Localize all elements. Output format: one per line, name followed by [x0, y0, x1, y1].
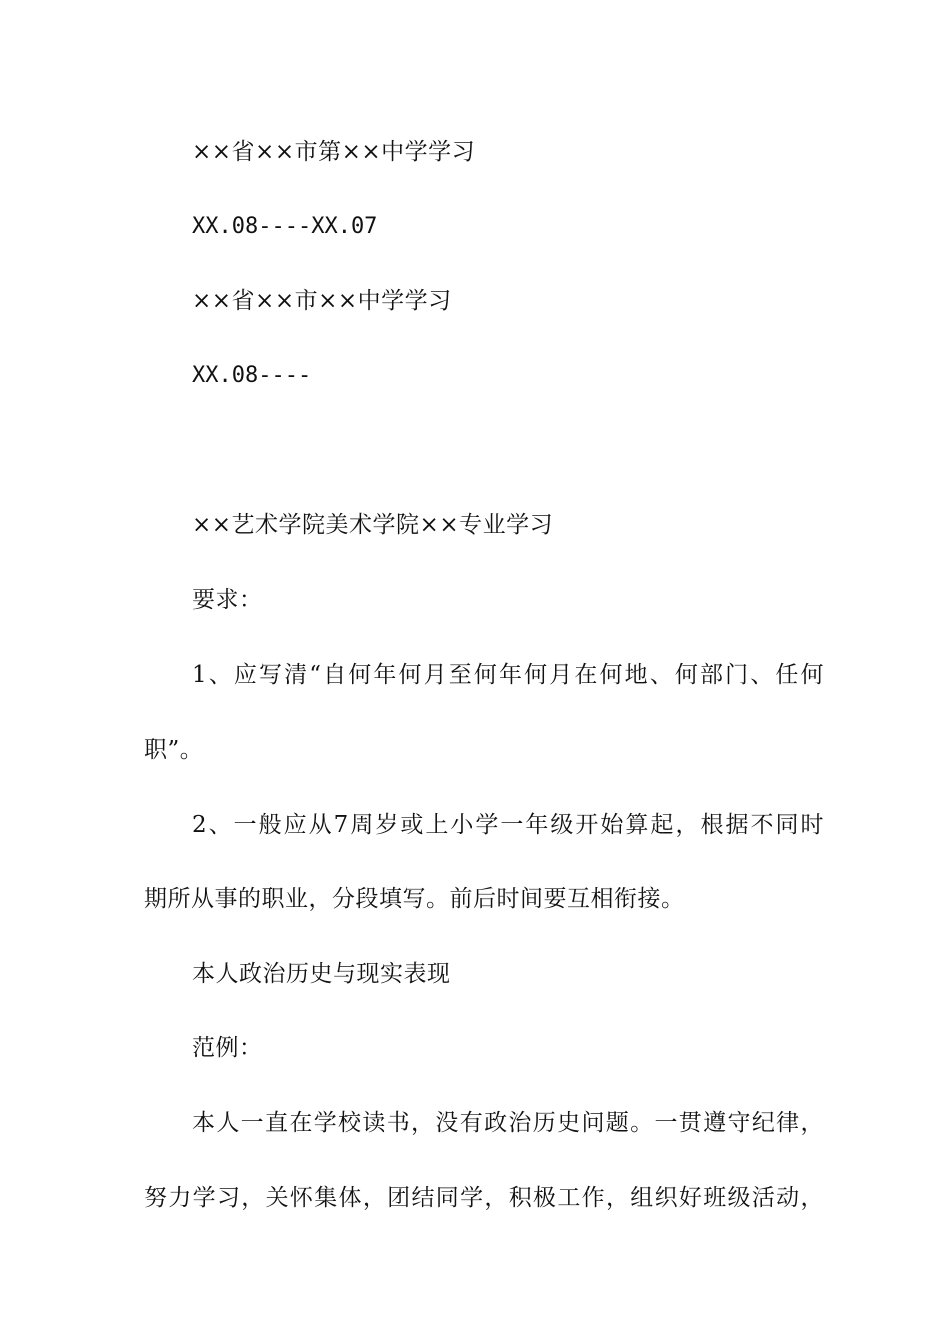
example-heading: 范例： [192, 1035, 263, 1061]
section-title: 本人政治历史与现实表现 [192, 961, 451, 987]
requirement-1-line-1: 1、应写清“自何年何月至何年何月在何地、何部门、任何 [192, 662, 824, 688]
requirement-2-line-1: 2、一般应从7周岁或上小学一年级开始算起，根据不同时 [192, 812, 824, 838]
requirements-heading: 要求： [192, 587, 263, 613]
requirement-2-line-2: 期所从事的职业，分段填写。前后时间要互相衔接。 [144, 886, 685, 912]
date-range-1: XX.08----XX.07 [192, 214, 378, 239]
school-entry-1: ××省××市第××中学学习 [192, 139, 476, 165]
requirement-1-line-2: 职”。 [144, 737, 204, 763]
example-text-line-1: 本人一直在学校读书，没有政治历史问题。一贯遵守纪律， [192, 1110, 824, 1136]
school-entry-3: ××艺术学院美术学院××专业学习 [192, 512, 554, 538]
date-range-2: XX.08---- [192, 363, 312, 388]
school-entry-2: ××省××市××中学学习 [192, 288, 452, 314]
example-text-line-2: 努力学习，关怀集体，团结同学，积极工作，组织好班级活动， [144, 1185, 824, 1211]
